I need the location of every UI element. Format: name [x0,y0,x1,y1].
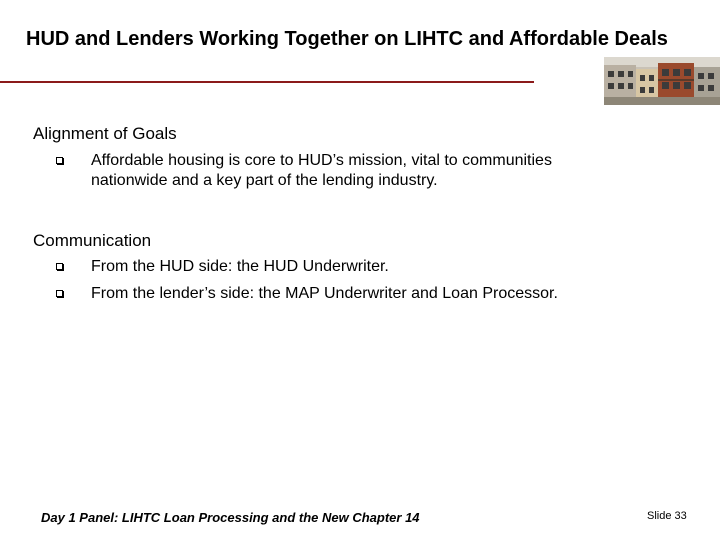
bullet-text-line-1: Affordable housing is core to HUD’s mission, vital to communities [91,152,552,169]
section-heading-alignment-of-goals: Alignment of Goals [33,124,177,143]
checkbox-bullet-icon [56,157,63,164]
bullet-text-line-2: nationwide and a key part of the lending industry. [91,172,438,189]
apartment-building-photo [604,57,720,105]
section-heading-communication: Communication [33,231,152,250]
bullet-text: From the lender’s side: the MAP Underwriter and Loan Processor. [91,285,558,302]
checkbox-bullet-icon [56,290,63,297]
checkbox-bullet-icon [56,263,63,270]
footer-text: Day 1 Panel: LIHTC Loan Processing and the New Chapter 14 [41,510,420,525]
bullet-text: From the HUD side: the HUD Underwriter. [91,258,389,275]
title-divider [0,81,534,83]
slide-number: Slide 33 [647,510,687,522]
slide-title: HUD and Lenders Working Together on LIHTC and Affordable Deals [26,28,668,50]
